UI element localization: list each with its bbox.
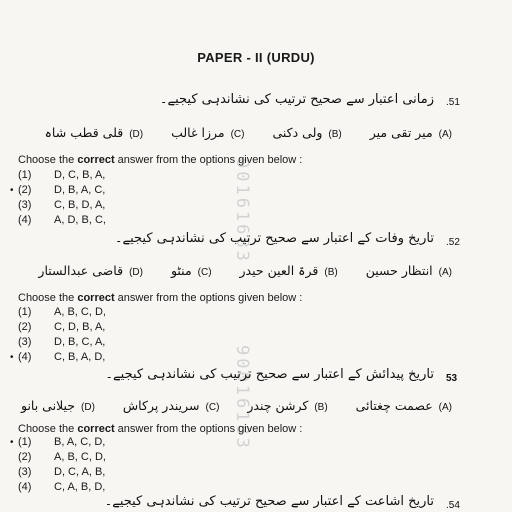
- option-a: (A)عصمت چغتائی: [355, 398, 452, 413]
- answer-choice[interactable]: (2) A, B, C, D,: [18, 451, 106, 463]
- instruction-text: Choose the correct answer from the options given below :: [18, 292, 303, 304]
- option-a: (A)میر تقی میر: [369, 125, 452, 140]
- option-a: (A)انتظار حسین: [365, 263, 452, 278]
- option-c: (C)سریندر پرکاش: [122, 398, 220, 413]
- option-list: [21, 125, 452, 140]
- question-number: .52: [446, 237, 460, 248]
- answer-choice[interactable]: • (2) D, B, A, C,: [10, 184, 106, 196]
- watermark-serial-1: 00161683: [232, 158, 252, 264]
- question-stem: تاریخ اشاعت کے اعتبار سے صحیح ترتیب کی نشاندہی کیجیے۔: [104, 494, 434, 509]
- option-c: (C)منٹو: [170, 263, 212, 278]
- option-d: (D)قاضی عبدالستار: [38, 263, 143, 278]
- answer-choice[interactable]: (4) A, D, B, C,: [18, 214, 106, 226]
- option-list: [14, 263, 452, 278]
- question-number: .51: [446, 97, 460, 108]
- answer-choice[interactable]: (4) C, A, B, D,: [18, 481, 106, 493]
- question-stem: زمانی اعتبار سے صحیح ترتیب کی نشاندہی کیجیے۔: [159, 92, 434, 107]
- selected-mark-icon: •: [10, 437, 14, 448]
- option-b: (B)قرۃ العین حیدر: [239, 263, 338, 278]
- answer-list: [10, 168, 106, 228]
- paper-title: PAPER - II (URDU): [197, 50, 315, 65]
- question-number: 53: [446, 373, 458, 384]
- answer-list: [10, 305, 106, 365]
- selected-mark-icon: •: [10, 352, 14, 363]
- answer-choice[interactable]: (3) D, B, C, A,: [18, 336, 106, 348]
- answer-choice[interactable]: (2) C, D, B, A,: [18, 321, 106, 333]
- answer-choice[interactable]: (1) D, C, B, A,: [18, 169, 106, 181]
- answer-choice[interactable]: • (4) C, B, A, D,: [10, 351, 106, 363]
- option-d: (D)جیلانی بانو: [20, 398, 95, 413]
- instruction-text: Choose the correct answer from the options given below :: [18, 423, 303, 435]
- option-b: (B)کرشن چندر: [247, 398, 328, 413]
- option-b: (B)ولی دکنی: [272, 125, 342, 140]
- answer-choice[interactable]: (3) C, B, D, A,: [18, 199, 106, 211]
- option-d: (D)قلی قطب شاہ: [44, 125, 144, 140]
- answer-choice[interactable]: (3) D, C, A, B,: [18, 466, 106, 478]
- question-stem: تاریخ وفات کے اعتبار سے صحیح ترتیب کی نشاندہی کیجیے۔: [114, 231, 434, 246]
- selected-mark-icon: •: [10, 185, 14, 196]
- answer-choice[interactable]: (1) A, B, C, D,: [18, 306, 106, 318]
- question-number: .54: [446, 500, 460, 511]
- option-list: [0, 398, 452, 413]
- watermark-serial-2: 90016183: [232, 345, 252, 451]
- question-stem: تاریخ پیدائش کے اعتبار سے صحیح ترتیب کی نشاندہی کیجیے۔: [105, 367, 434, 382]
- option-c: (C)مرزا غالب: [171, 125, 245, 140]
- answer-list: [10, 435, 106, 495]
- answer-choice[interactable]: • (1) B, A, C, D,: [10, 436, 106, 448]
- instruction-text: Choose the correct answer from the options given below :: [18, 154, 303, 166]
